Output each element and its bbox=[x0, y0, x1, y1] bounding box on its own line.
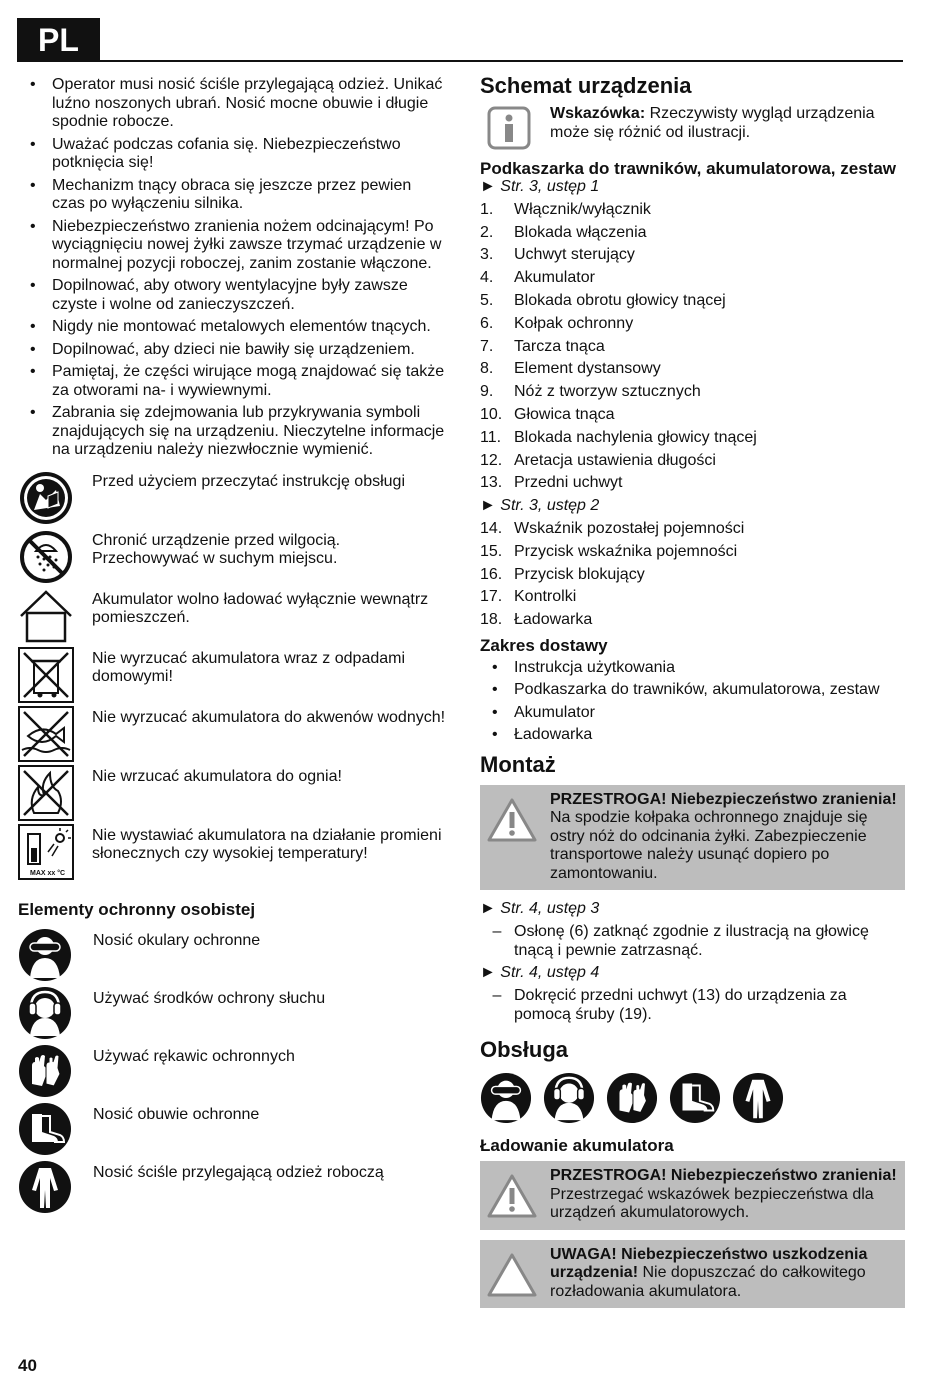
ppe-text: Używać środków ochrony słuchu bbox=[93, 989, 326, 1007]
symbol-row bbox=[18, 765, 448, 824]
gloves-icon bbox=[606, 1072, 658, 1124]
symbol-row bbox=[18, 706, 448, 765]
warning-triangle-icon bbox=[486, 1173, 538, 1219]
list-item: 18. Ładowarka bbox=[480, 611, 593, 629]
list-item: 17. Kontrolki bbox=[480, 588, 577, 606]
ear-protection-icon bbox=[543, 1072, 595, 1124]
parts-list bbox=[480, 201, 905, 497]
warning-text: PRZESTROGA! Niebezpieczeństwo zranienia! Przestrzegać wskazówek bezpieczeństwa dla urządzeń akumulatorowych. bbox=[550, 1167, 897, 1222]
safety-goggles-icon bbox=[480, 1072, 532, 1124]
list-item: • Dopilnować, aby dzieci nie bawiły się urządzeniem. bbox=[18, 341, 448, 360]
instruction-step: – Osłonę (6) zatknąć zgodnie z ilustracją na głowicę tnącą i pewnie zatrzasnąć. bbox=[492, 923, 869, 959]
safety-boots-icon bbox=[18, 1102, 72, 1156]
list-item: • Uważać podczas cofania się. Niebezpieczeństwo potknięcia się! bbox=[18, 136, 448, 173]
instruction-step: – Dokręcić przedni uchwyt (13) do urządzenia za pomocą śruby (19). bbox=[492, 987, 847, 1023]
symbol-text: Nie wrzucać akumulatora do ognia! bbox=[92, 767, 342, 785]
warning-text: UWAGA! Niebezpieczeństwo uszkodzenia urządzenia! Nie dopuszczać do całkowitego rozładowania akumulatora. bbox=[550, 1245, 868, 1300]
symbol-text: Nie wyrzucać akumulatora wraz z odpadami domowymi! bbox=[92, 649, 406, 685]
note-label: Wskazówka: bbox=[550, 105, 646, 122]
ppe-row bbox=[18, 928, 448, 986]
read-manual-icon bbox=[18, 470, 74, 526]
list-item: 13. Przedni uchwyt bbox=[480, 474, 623, 492]
list-item: 4. Akumulator bbox=[480, 269, 595, 287]
language-tag: PL bbox=[17, 18, 100, 62]
indoor-house-icon bbox=[18, 588, 74, 644]
no-water-disposal-icon bbox=[18, 706, 74, 762]
parts-list bbox=[480, 520, 905, 634]
symbol-text: Nie wyrzucać akumulatora do akwenów wodnych! bbox=[92, 708, 446, 726]
list-item: 3. Uchwyt sterujący bbox=[480, 246, 635, 264]
ppe-row bbox=[18, 1102, 448, 1160]
list-item: • Operator musi nosić ściśle przylegającą odzież. Unikać luźno noszonych ubrań. Nosić mocne obuwie i długie spodnie robocze. bbox=[18, 76, 448, 132]
ppe-text: Używać rękawic ochronnych bbox=[93, 1047, 295, 1065]
list-item: • Dopilnować, aby otwory wentylacyjne były zawsze czyste i wolne od zanieczyszczeń. bbox=[18, 277, 448, 314]
section-title: Obsługa bbox=[480, 1037, 569, 1063]
symbol-row bbox=[18, 824, 448, 896]
list-item: 6. Kołpak ochronny bbox=[480, 314, 634, 332]
delivery-list bbox=[480, 659, 905, 745]
symbol-row bbox=[18, 647, 448, 706]
list-item: 14. Wskaźnik pozostałej pojemności bbox=[480, 519, 745, 537]
left-column bbox=[18, 76, 448, 1218]
symbol-text: Chronić urządzenie przed wilgocią. Przechowywać w suchym miejscu. bbox=[92, 531, 341, 567]
page-number: 40 bbox=[18, 1356, 37, 1375]
right-column bbox=[480, 72, 905, 1318]
no-fire-icon bbox=[18, 765, 74, 821]
list-item: • Zabrania się zdejmowania lub przykrywania symboli znajdujących się na urządzeniu. Nieczytelne informacje na urządzeniu należy niezwłocznie wymienić. bbox=[18, 404, 448, 460]
list-item: 11. Blokada nachylenia głowicy tnącej bbox=[480, 428, 757, 446]
warning-box bbox=[480, 785, 905, 891]
list-item: • Ładowarka bbox=[480, 726, 905, 745]
max-temperature-label: MAX xx °C bbox=[30, 869, 66, 877]
list-item: • Mechanizm tnący obraca się jeszcze przez pewien czas po wyłączeniu silnika. bbox=[18, 177, 448, 214]
warning-box bbox=[480, 1161, 905, 1230]
list-item: 1. Włącznik/wyłącznik bbox=[480, 200, 651, 218]
list-item: • Pamiętaj, że części wirujące mogą znajdować się także za otworami na- i wywiewnymi. bbox=[18, 363, 448, 400]
figure-reference: ► Str. 4, ustęp 4 bbox=[480, 964, 600, 982]
list-item: 9. Nóż z tworzyw sztucznych bbox=[480, 383, 701, 401]
section-title: Schemat urządzenia bbox=[480, 73, 692, 98]
safety-goggles-icon bbox=[18, 928, 72, 982]
list-item: • Instrukcja użytkowania bbox=[480, 659, 905, 678]
ear-protection-icon bbox=[18, 986, 72, 1040]
info-icon bbox=[486, 105, 538, 151]
list-item: • Akumulator bbox=[480, 704, 905, 723]
header-rule bbox=[100, 60, 903, 62]
charging-heading: Ładowanie akumulatora bbox=[480, 1136, 674, 1156]
ppe-icons-row bbox=[480, 1072, 905, 1124]
safety-boots-icon bbox=[669, 1072, 721, 1124]
product-heading: Podkaszarka do trawników, akumulatorowa, zestaw bbox=[480, 159, 896, 178]
max-temperature-icon bbox=[18, 824, 74, 880]
warning-box bbox=[480, 1240, 905, 1309]
list-item: 2. Blokada włączenia bbox=[480, 223, 647, 241]
list-item: 10. Głowica tnąca bbox=[480, 405, 615, 423]
safety-bullets bbox=[18, 76, 448, 460]
list-item: 5. Blokada obrotu głowicy tnącej bbox=[480, 291, 726, 309]
section-title: Montaż bbox=[480, 751, 556, 777]
symbol-text: Akumulator wolno ładować wyłącznie wewnątrz pomieszczeń. bbox=[92, 590, 429, 626]
ppe-row bbox=[18, 1160, 448, 1218]
list-item: 7. Tarcza tnąca bbox=[480, 337, 605, 355]
figure-reference: ► Str. 3, ustęp 2 bbox=[480, 497, 600, 515]
list-item: 12. Aretacja ustawienia długości bbox=[480, 451, 716, 469]
list-item: 15. Przycisk wskaźnika pojemności bbox=[480, 542, 738, 560]
gloves-icon bbox=[18, 1044, 72, 1098]
ppe-heading: Elementy ochronny osobistej bbox=[18, 899, 256, 919]
note-body: Rzeczywisty wygląd urządzenia może się różnić od ilustracji. bbox=[550, 105, 875, 141]
list-item: • Nigdy nie montować metalowych elementów tnących. bbox=[18, 318, 448, 337]
ppe-row bbox=[18, 1044, 448, 1102]
figure-reference: ► Str. 4, ustęp 3 bbox=[480, 900, 600, 918]
ppe-text: Nosić obuwie ochronne bbox=[93, 1105, 260, 1123]
symbol-text: Nie wystawiać akumulatora na działanie promieni słonecznych czy wysokiej temperatury! bbox=[92, 826, 442, 862]
list-item: 8. Element dystansowy bbox=[480, 360, 661, 378]
ppe-text: Nosić okulary ochronne bbox=[93, 931, 261, 949]
work-suit-icon bbox=[732, 1072, 784, 1124]
info-note bbox=[480, 105, 905, 151]
symbol-row bbox=[18, 529, 448, 588]
warning-triangle-icon bbox=[486, 1252, 538, 1298]
ppe-text: Nosić ściśle przylegającą odzież roboczą bbox=[93, 1163, 384, 1181]
figure-reference: ► Str. 3, ustęp 1 bbox=[480, 178, 600, 195]
note-text bbox=[550, 105, 905, 151]
crossed-bin-icon bbox=[18, 647, 74, 703]
work-suit-icon bbox=[18, 1160, 72, 1214]
symbol-row bbox=[18, 588, 448, 647]
list-item: 16. Przycisk blokujący bbox=[480, 565, 645, 583]
warning-triangle-icon bbox=[486, 797, 538, 843]
warning-text: PRZESTROGA! Niebezpieczeństwo zranienia! Na spodzie kołpaka ochronnego znajduje się ostry nóż do odcinania żyłki. Zabezpieczenie transportowe należy usunąć dopiero po zamontowaniu. bbox=[550, 790, 897, 882]
no-moisture-icon bbox=[18, 529, 74, 585]
delivery-heading: Zakres dostawy bbox=[480, 635, 608, 655]
list-item: • Niebezpieczeństwo zranienia nożem odcinającym! Po wyciągnięciu nowej żyłki zawsze trzymać urządzenie w normalnej pozycji roboczej, zanim zostanie włączone. bbox=[18, 218, 448, 274]
symbol-row bbox=[18, 470, 448, 529]
ppe-row bbox=[18, 986, 448, 1044]
symbol-text: Przed użyciem przeczytać instrukcję obsługi bbox=[92, 472, 406, 490]
list-item: • Podkaszarka do trawników, akumulatorowa, zestaw bbox=[480, 681, 905, 700]
